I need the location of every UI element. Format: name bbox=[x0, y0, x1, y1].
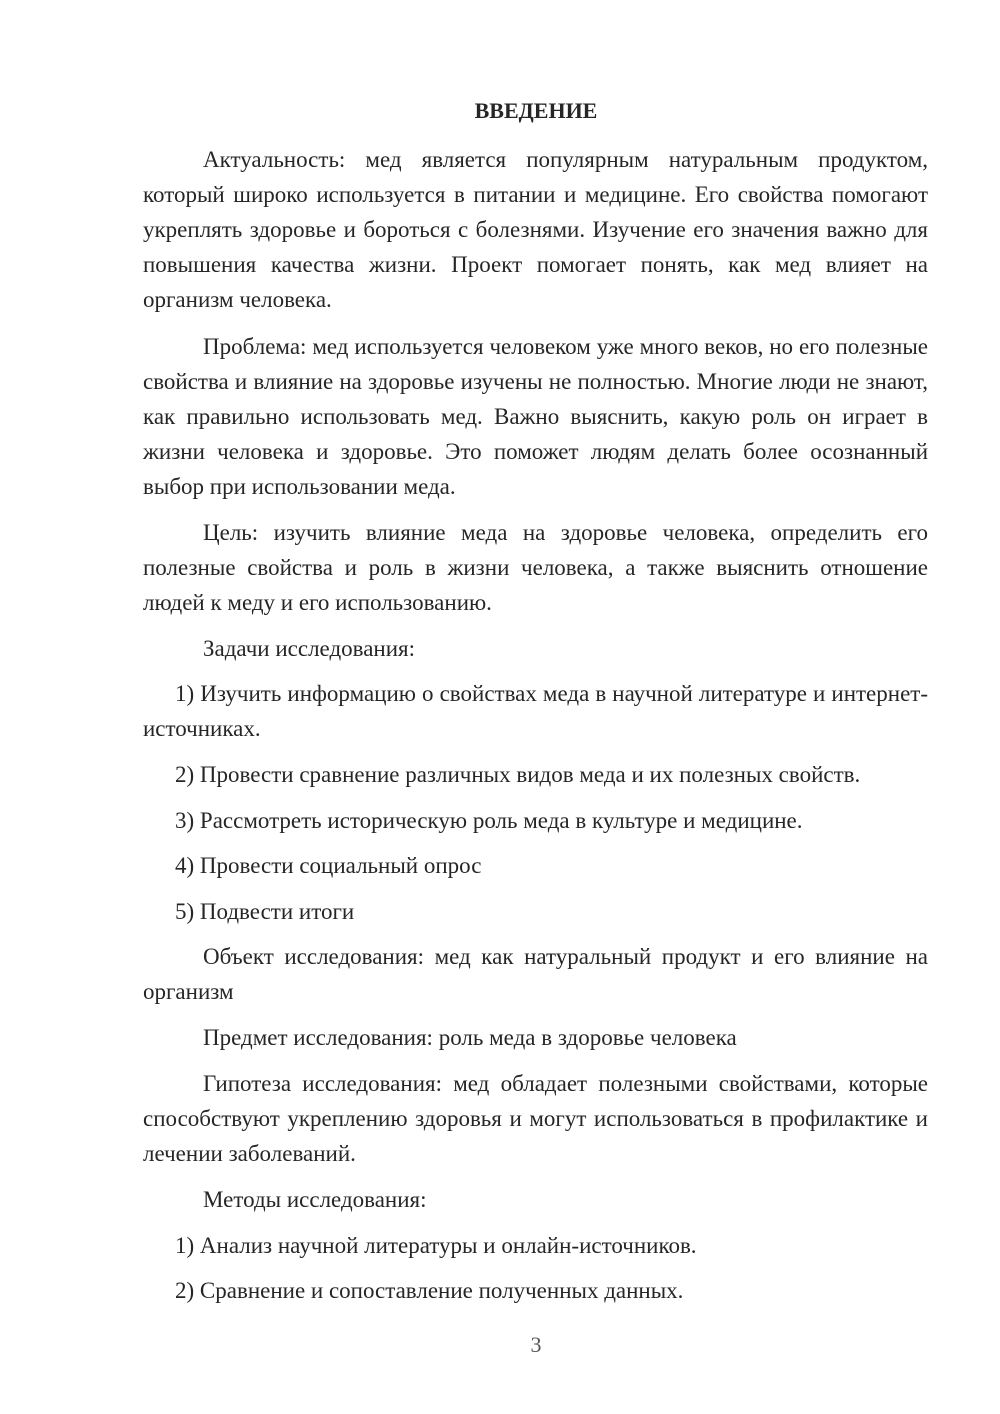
task-item: 3) Рассмотреть историческую роль меда в культуре и медицине. bbox=[175, 808, 803, 833]
relevance-paragraph: Актуальность: мед является популярным натуральным продуктом, который широко используется в питании и медицине. Его свойства помогают укреплять здоровье и бороться с болезнями. Изучение его значения важно для повышения качества жизни. Проект помогает понять, как мед влияет на организм человека. bbox=[143, 147, 928, 312]
method-item: 1) Анализ научной литературы и онлайн-источников. bbox=[175, 1233, 697, 1258]
goal-paragraph: Цель: изучить влияние меда на здоровье человека, определить его полезные свойства и роль в жизни человека, а также выяснить отношение людей к меду и его использованию. bbox=[143, 520, 928, 615]
method-item: 2) Сравнение и сопоставление полученных данных. bbox=[175, 1278, 684, 1303]
subject-paragraph: Предмет исследования: роль меда в здоровье человека bbox=[203, 1025, 737, 1050]
task-item: 1) Изучить информацию о свойствах меда в научной литературе и интернет-источниках. bbox=[143, 681, 928, 741]
task-item: 4) Провести социальный опрос bbox=[175, 853, 482, 878]
page-number: 3 bbox=[530, 1332, 542, 1357]
object-paragraph: Объект исследования: мед как натуральный продукт и его влияние на организм bbox=[143, 944, 928, 1004]
tasks-title: Задачи исследования: bbox=[203, 636, 416, 661]
page-title: ВВЕДЕНИЕ bbox=[474, 98, 598, 123]
task-item: 5) Подвести итоги bbox=[175, 899, 355, 924]
task-item: 2) Провести сравнение различных видов меда и их полезных свойств. bbox=[175, 762, 861, 787]
hypothesis-paragraph: Гипотеза исследования: мед обладает полезными свойствами, которые способствуют укреплению здоровья и могут использоваться в профилактике и лечении заболеваний. bbox=[143, 1071, 928, 1166]
methods-title: Методы исследования: bbox=[203, 1187, 427, 1212]
problem-paragraph: Проблема: мед используется человеком уже много веков, но его полезные свойства и влияние на здоровье изучены не полностью. Многие люди не знают, как правильно использовать мед. Важно выяснить, какую роль он играет в жизни человека и здоровье. Это поможет людям делать более осознанный выбор при использовании меда. bbox=[143, 334, 928, 499]
